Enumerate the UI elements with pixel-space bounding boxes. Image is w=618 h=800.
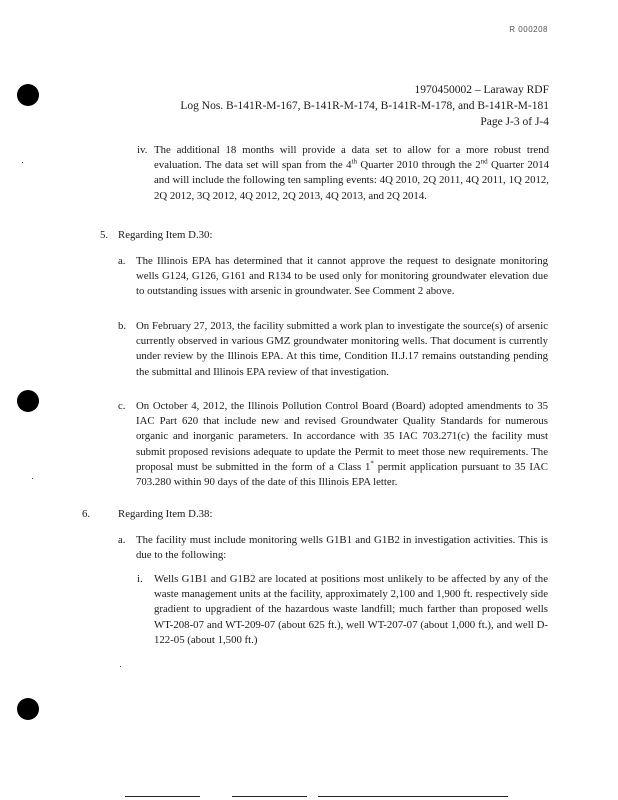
item-6-marker: 6.: [82, 508, 91, 520]
item-6a-text: The facility must include monitoring wells G1B1 and G1B2 in investigation activities. This is due to the following:: [136, 534, 548, 562]
item-5-heading: Regarding Item D.30:: [118, 229, 213, 241]
item-6a-marker: a.: [118, 534, 126, 546]
facility-id-line: 1970450002 – Laraway RDF: [414, 84, 549, 96]
item-5b-marker: b.: [118, 320, 127, 332]
page-header: [180, 82, 549, 130]
item-6ai-text: Wells G1B1 and G1B2 are located at positions most unlikely to be affected by any of the waste management units at the facility, approximately 2,100 and 1,900 ft. respectively side gradient to upgradient of the hazardous waste landfill; much farther than proposed wells WT-208-07 and WT-209-07 (about 625 ft.), well WT-207-07 (about 1,000 ft.), and well D-122-05 (about 1,500 ft.): [154, 573, 548, 646]
punch-hole-middle: [17, 390, 39, 412]
punch-hole-bottom: [17, 698, 39, 720]
punch-hole-top: [17, 84, 39, 106]
page-number: Page J-3 of J-4: [480, 116, 549, 128]
item-6ai-marker: i.: [137, 573, 143, 585]
item-6-heading: Regarding Item D.38:: [118, 508, 213, 520]
item-iv-marker: iv.: [137, 144, 148, 156]
bates-stamp: R 000208: [509, 25, 548, 34]
scan-speck: [22, 162, 23, 163]
footer-rule: [232, 796, 307, 797]
item-iv-text: The additional 18 months will provide a data set to allow for a more robust trend evaluation. The data set will span from the 4th Quarter 2010 through the 2nd Quarter 2014 and will include the following ten sampling events: 4Q 2010, 2Q 2011, 4Q 2011, 1Q 2012, 2Q 2012, 3Q 2012, 4Q 2012, 2Q 2013, 4Q 2013, and 2Q 2014.: [154, 144, 549, 202]
item-5b-text: On February 27, 2013, the facility submitted a work plan to investigate the source(s) of arsenic currently observed in various GMZ groundwater monitoring wells. That document is currently under review by the Illinois EPA. At this time, Condition II.J.17 remains outstanding pending the submittal and Illinois EPA review of that investigation.: [136, 320, 548, 378]
item-5c-text: On October 4, 2012, the Illinois Pollution Control Board (Board) adopted amendments to 35 IAC Part 620 that include new and revised Groundwater Quality Standards for numerous organic and inorganic parameters. In accordance with 35 IAC 703.271(c) the facility must submit proposed revisions adequate to update the Permit to meet those new requirements. The proposal must be submitted in the form of a Class 1* permit application pursuant to 35 IAC 703.280 within 90 days of the date of this Illinois EPA letter.: [136, 400, 548, 489]
item-5a-text: The Illinois EPA has determined that it cannot approve the request to designate monitoring wells G124, G126, G161 and R134 to be used only for monitoring groundwater elevation due to outstanding issues with arsenic in groundwater. See Comment 2 above.: [136, 255, 548, 298]
item-5-marker: 5.: [100, 229, 109, 241]
item-5c-marker: c.: [118, 400, 126, 412]
log-numbers-line: Log Nos. B-141R-M-167, B-141R-M-174, B-141R-M-178, and B-141R-M-181: [180, 100, 549, 112]
footer-rule: [318, 796, 508, 797]
item-5a-marker: a.: [118, 255, 126, 267]
scan-speck: [120, 666, 121, 667]
scan-speck: [32, 478, 33, 479]
footer-rule: [125, 796, 200, 797]
